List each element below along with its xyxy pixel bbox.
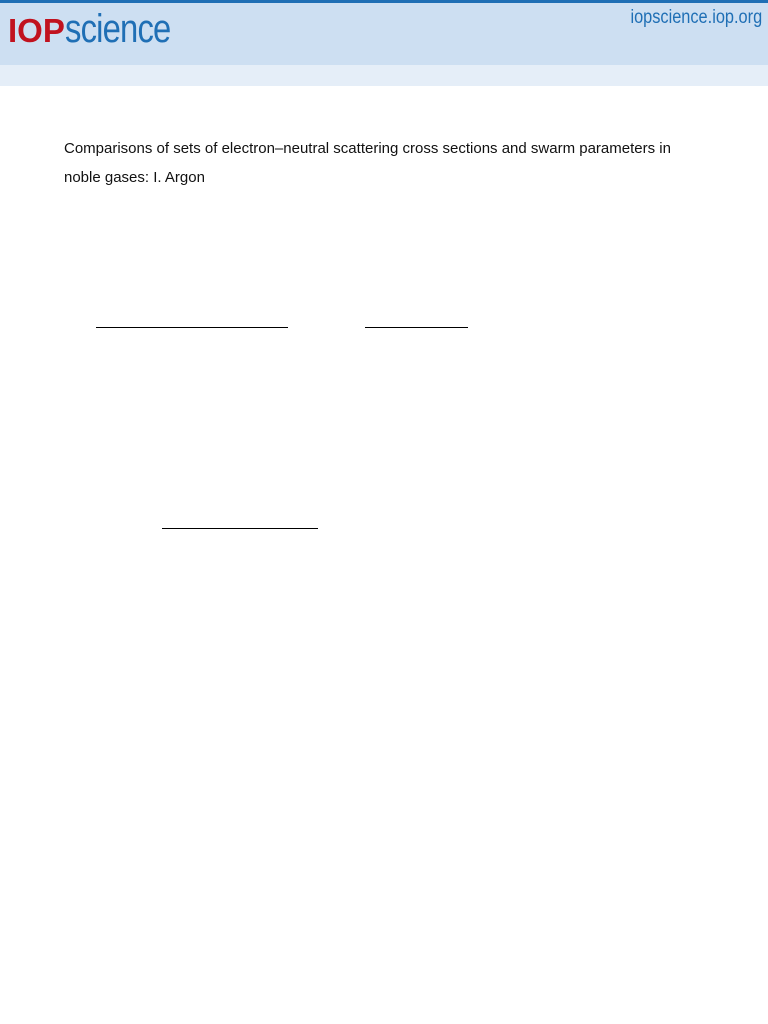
logo-iop-text: IOP xyxy=(8,12,65,49)
article-title: Comparisons of sets of electron–neutral scattering cross sections and swarm parameters in noble gases: I. Argon xyxy=(64,140,671,186)
site-url-link[interactable]: iopscience.iop.org xyxy=(630,7,762,28)
iopscience-logo[interactable] xyxy=(8,5,193,53)
header-subbar xyxy=(0,65,768,86)
underline-rule xyxy=(162,528,318,529)
underline-rule xyxy=(365,327,468,328)
site-header xyxy=(0,3,768,65)
underline-rule xyxy=(96,327,288,328)
logo-science-text: science xyxy=(64,7,171,51)
